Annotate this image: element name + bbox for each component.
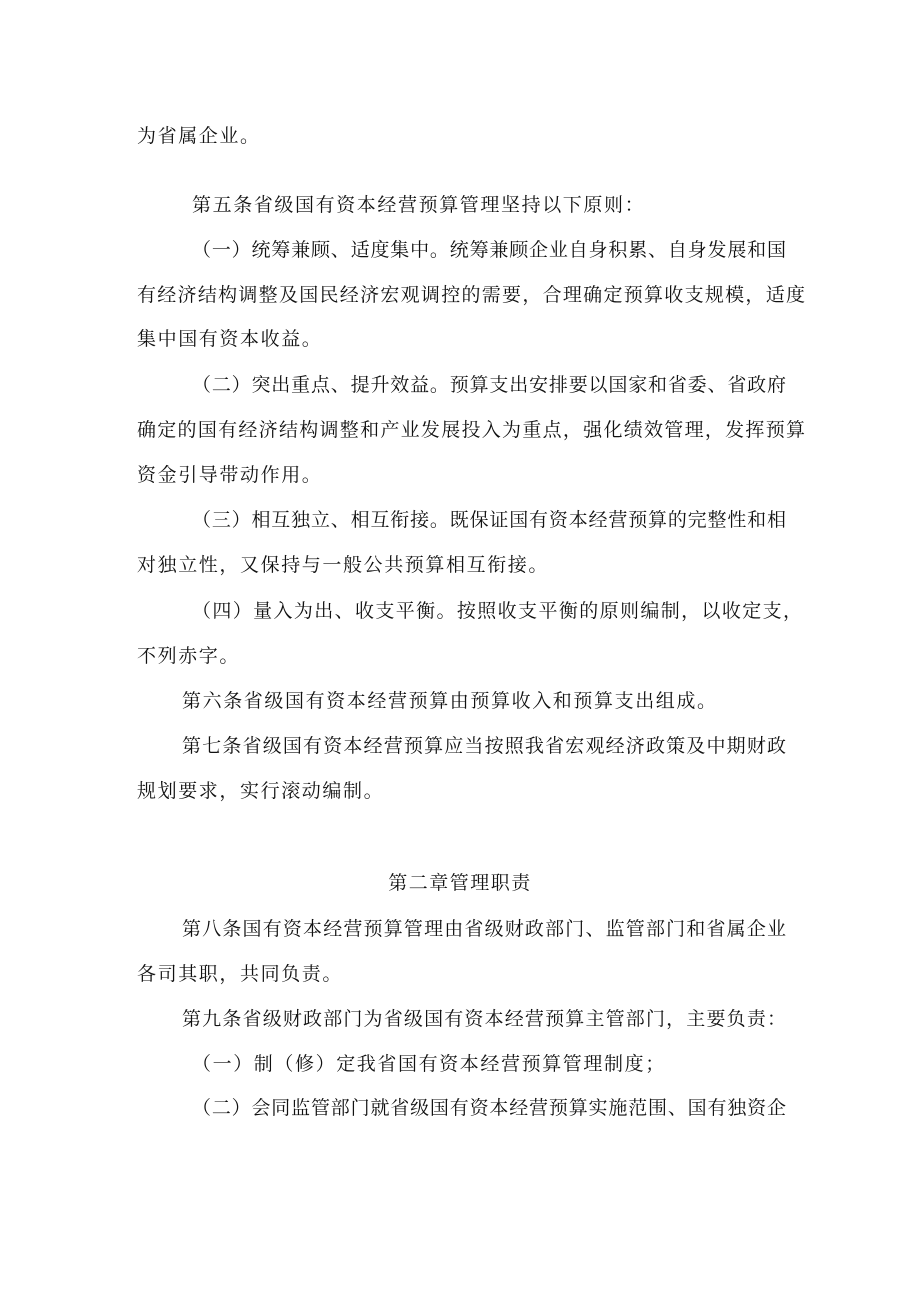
- text-line: （四）量入为出、收支平衡。按照收支平衡的原则编制，以收定支，: [192, 600, 802, 622]
- chapter-2-title: 第二章管理职责: [388, 872, 532, 894]
- text-line: （三）相互独立、相互衔接。既保证国有资本经营预算的完整性和相: [192, 509, 786, 531]
- text-line: （一）制（修）定我省国有资本经营预算管理制度；: [192, 1053, 666, 1075]
- text-line: （二）会同监管部门就省级国有资本经营预算实施范围、国有独资企: [192, 1097, 786, 1119]
- text-line: （二）突出重点、提升效益。预算支出安排要以国家和省委、省政府: [192, 374, 786, 396]
- text-line: 资金引导带动作用。: [137, 464, 323, 486]
- article-5-heading: 第五条省级国有资本经营预算管理坚持以下原则：: [192, 194, 646, 216]
- article-8: 第八条国有资本经营预算管理由省级财政部门、监管部门和省属企业: [182, 918, 786, 940]
- text-line: 确定的国有经济结构调整和产业发展投入为重点，强化绩效管理，发挥预算: [137, 419, 805, 441]
- article-9: 第九条省级财政部门为省级国有资本经营预算主管部门，主要负责：: [182, 1008, 786, 1030]
- article-7: 第七条省级国有资本经营预算应当按照我省宏观经济政策及中期财政: [182, 735, 786, 757]
- text-line: 不列赤字。: [137, 645, 241, 667]
- article-6: 第六条省级国有资本经营预算由预算收入和预算支出组成。: [182, 690, 718, 712]
- text-line: 对独立性，又保持与一般公共预算相互衔接。: [137, 554, 550, 576]
- text-line: 为省属企业。: [137, 125, 261, 147]
- text-line: 规划要求，实行滚动编制。: [137, 780, 385, 802]
- text-line: 各司其职，共同负责。: [137, 963, 344, 985]
- text-line: 有经济结构调整及国民经济宏观调控的需要，合理确定预算收支规模，适度: [137, 284, 805, 306]
- text-line: （一）统筹兼顾、适度集中。统筹兼顾企业自身积累、自身发展和国: [192, 239, 786, 261]
- text-line: 集中国有资本收益。: [137, 328, 323, 350]
